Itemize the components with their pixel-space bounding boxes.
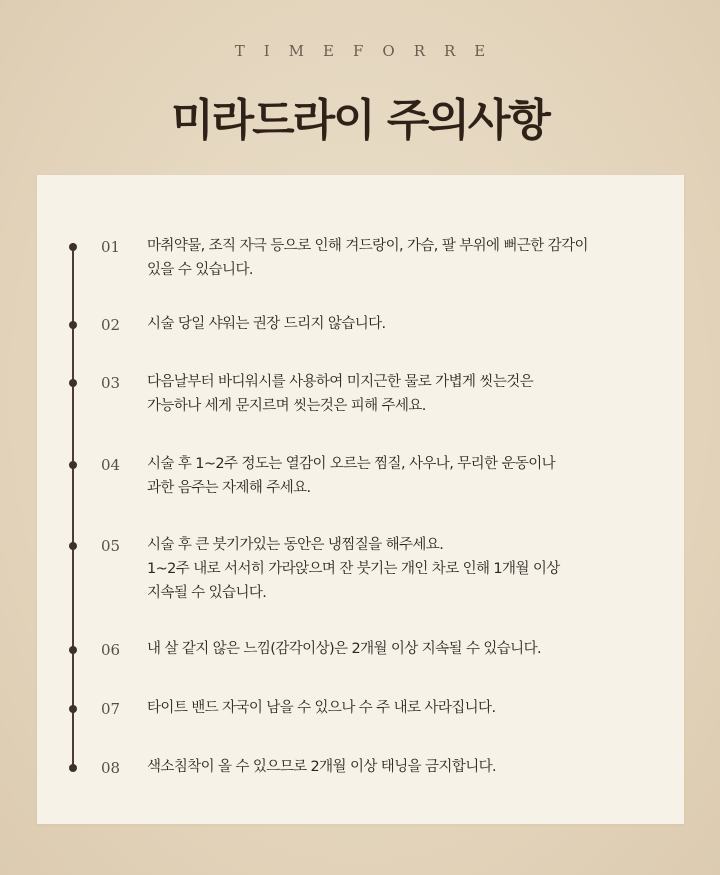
item-number: 04 (101, 456, 121, 474)
item-text (147, 696, 637, 720)
item-text (147, 637, 637, 661)
item-number: 01 (101, 238, 121, 256)
item-text-line: 타이트 밴드 자국이 남을 수 있으나 수 주 내로 사라집니다. (147, 700, 496, 716)
item-number: 02 (101, 316, 121, 334)
brand-logo-text: TIMEFORRE (234, 42, 505, 60)
item-text-line: 있을 수 있습니다. (147, 262, 253, 278)
item-text (147, 370, 637, 418)
item-number: 08 (101, 759, 121, 777)
timeline-dot (69, 461, 77, 469)
item-text-line: 시술 후 큰 붓기가있는 동안은 냉찜질을 해주세요. (147, 537, 444, 553)
timeline-dot (69, 705, 77, 713)
item-text-line: 다음날부터 바디워시를 사용하여 미지근한 물로 가볍게 씻는것은 (147, 374, 534, 390)
item-text-line: 가능하나 세게 문지르며 씻는것은 피해 주세요. (147, 398, 426, 414)
item-text (147, 533, 637, 605)
item-text-line: 시술 당일 샤워는 권장 드리지 않습니다. (147, 316, 386, 332)
item-number: 05 (101, 537, 121, 555)
item-text-line: 색소침착이 올 수 있으므로 2개월 이상 태닝을 금지합니다. (147, 759, 497, 775)
item-text-line: 1~2주 내로 서서히 가라앉으며 잔 붓기는 개인 차로 인해 1개월 이상 (147, 561, 560, 577)
timeline-dot (69, 764, 77, 772)
precautions-card (37, 175, 684, 824)
timeline-dot (69, 646, 77, 654)
item-text-line: 시술 후 1~2주 정도는 열감이 오르는 찜질, 사우나, 무리한 운동이나 (147, 456, 556, 472)
item-text-line: 마취약물, 조직 자극 등으로 인해 겨드랑이, 가슴, 팔 부위에 뻐근한 감각이 (147, 238, 588, 254)
item-text (147, 755, 637, 779)
item-text (147, 452, 637, 500)
item-number: 03 (101, 374, 121, 392)
timeline-dot (69, 542, 77, 550)
item-text-line: 과한 음주는 자제해 주세요. (147, 480, 311, 496)
item-text (147, 234, 637, 282)
timeline-dot (69, 321, 77, 329)
item-text-line: 내 살 같지 않은 느낌(감각이상)은 2개월 이상 지속될 수 있습니다. (147, 641, 542, 657)
item-number: 06 (101, 641, 121, 659)
timeline-dot (69, 243, 77, 251)
item-number: 07 (101, 700, 121, 718)
item-text (147, 312, 637, 336)
page-title: 미라드라이 주의사항 (171, 95, 549, 146)
item-text-line: 지속될 수 있습니다. (147, 585, 267, 601)
timeline-dot (69, 379, 77, 387)
